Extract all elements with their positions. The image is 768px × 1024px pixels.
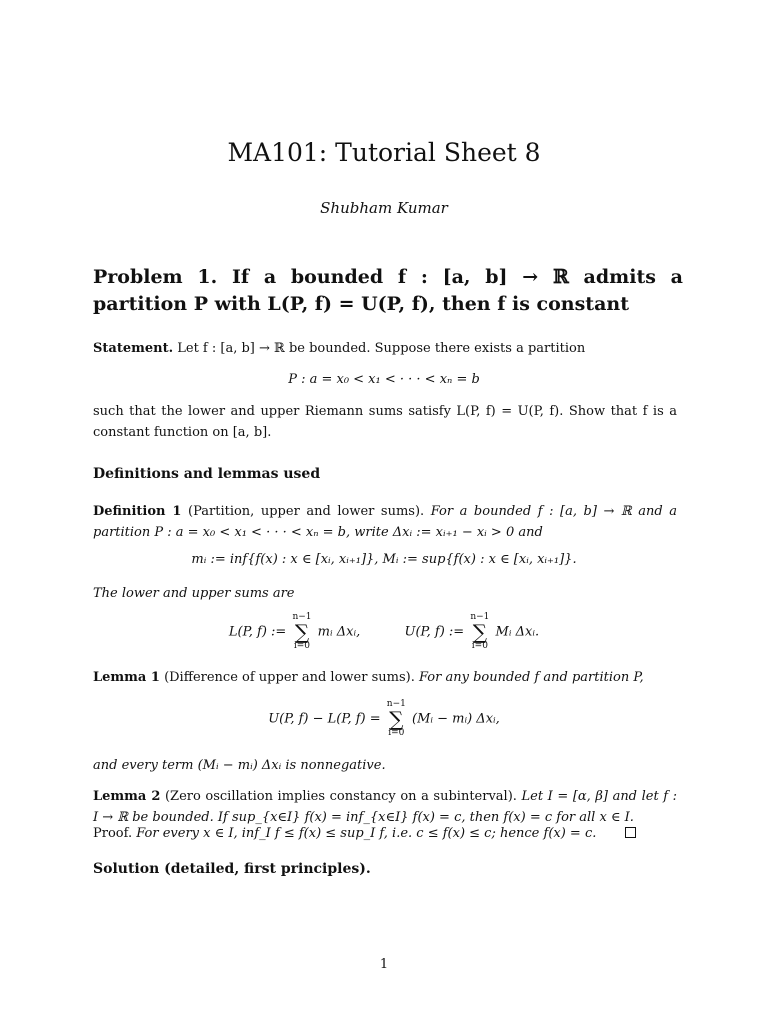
lemma-1-rhs: (Mᵢ − mᵢ) Δxᵢ, — [412, 711, 500, 727]
sum-upper-limit: n−1 — [386, 699, 406, 709]
lemma-2-text: Let I = [α, β] and let f : I → ℝ be bounded. If sup_{x∈I} f(x) = inf_{x∈I} f(x) = c, then f(x) = c for all x ∈ I. — [93, 789, 678, 825]
definition-1-text: For a bounded f : [a, b] → ℝ and a partition P : a = x₀ < x₁ < · · · < xₙ = b, write Δxᵢ := xᵢ₊₁ − xᵢ > 0 and — [93, 504, 677, 540]
definition-1 — [93, 501, 677, 543]
sum-upper-limit: n−1 — [292, 612, 312, 622]
statement-label: Statement. — [93, 341, 174, 356]
lemma-1-label: Lemma 1 — [93, 670, 160, 685]
lemma-2 — [93, 786, 677, 828]
document-title: MA101: Tutorial Sheet 8 — [227, 138, 541, 167]
lemma-1-paren: (Difference of upper and lower sums). — [164, 670, 415, 685]
sums-equation — [0, 613, 768, 651]
summation-symbol: n−1 ∑ i=0 — [292, 612, 312, 651]
proof-paragraph — [93, 823, 677, 844]
sum-lower-limit: i=0 — [471, 641, 488, 651]
statement-text: Let f : [a, b] → ℝ be bounded. Suppose there exists a partition — [177, 341, 586, 356]
lemma-2-paren: (Zero oscillation implies constancy on a subinterval). — [164, 789, 517, 804]
upper-sum-rhs: Mᵢ Δxᵢ. — [495, 624, 540, 640]
page-number: 1 — [379, 957, 389, 972]
problem-heading: Problem 1. If a bounded f : [a, b] → ℝ admits a partition P with L(P, f) = U(P, f), then f is constant — [93, 266, 683, 315]
sum-lower-limit: i=0 — [293, 641, 311, 651]
lemma-1-lhs: U(P, f) − L(P, f) = — [268, 711, 381, 727]
lemma-1-text: For any bounded f and partition P, — [418, 670, 644, 685]
author-name: Shubham Kumar — [320, 199, 448, 217]
lemma-1-equation — [0, 700, 768, 738]
upper-sum-lhs: U(P, f) := — [404, 624, 465, 640]
lower-sum-rhs: mᵢ Δxᵢ, — [317, 624, 361, 640]
proof-text: For every x ∈ I, inf_I f ≤ f(x) ≤ sup_I f, i.e. c ≤ f(x) ≤ c; hence f(x) = c. — [136, 826, 597, 841]
lower-sum-lhs: L(P, f) := — [228, 624, 287, 640]
statement-paragraph — [93, 338, 677, 359]
sum-upper-limit: n−1 — [470, 612, 490, 622]
definition-1-paren: (Partition, upper and lower sums). — [188, 504, 425, 519]
qed-square-icon — [625, 827, 636, 838]
proof-label: Proof. — [93, 826, 133, 841]
sum-lower-limit: i=0 — [388, 728, 405, 738]
summation-symbol: n−1 ∑ i=0 — [386, 699, 406, 738]
definitions-heading: Definitions and lemmas used — [93, 466, 321, 482]
statement-continuation: such that the lower and upper Riemann sums satisfy L(P, f) = U(P, f). Show that f is a constant function on [a, b]. — [93, 404, 677, 440]
sums-intro: The lower and upper sums are — [93, 586, 295, 601]
solution-heading: Solution (detailed, first principles). — [93, 861, 371, 877]
definition-1-label: Definition 1 — [93, 504, 182, 519]
lemma-1 — [93, 667, 677, 688]
inf-sup-equation: mᵢ := inf{f(x) : x ∈ [xᵢ, xᵢ₊₁]}, Mᵢ := sup{f(x) : x ∈ [xᵢ, xᵢ₊₁]}. — [191, 552, 577, 567]
lemma-2-label: Lemma 2 — [93, 789, 161, 804]
partition-equation: P : a = x₀ < x₁ < · · · < xₙ = b — [288, 372, 480, 387]
lemma-1-continuation: and every term (Mᵢ − mᵢ) Δxᵢ is nonnegative. — [93, 758, 386, 773]
summation-symbol: n−1 ∑ i=0 — [470, 612, 490, 651]
